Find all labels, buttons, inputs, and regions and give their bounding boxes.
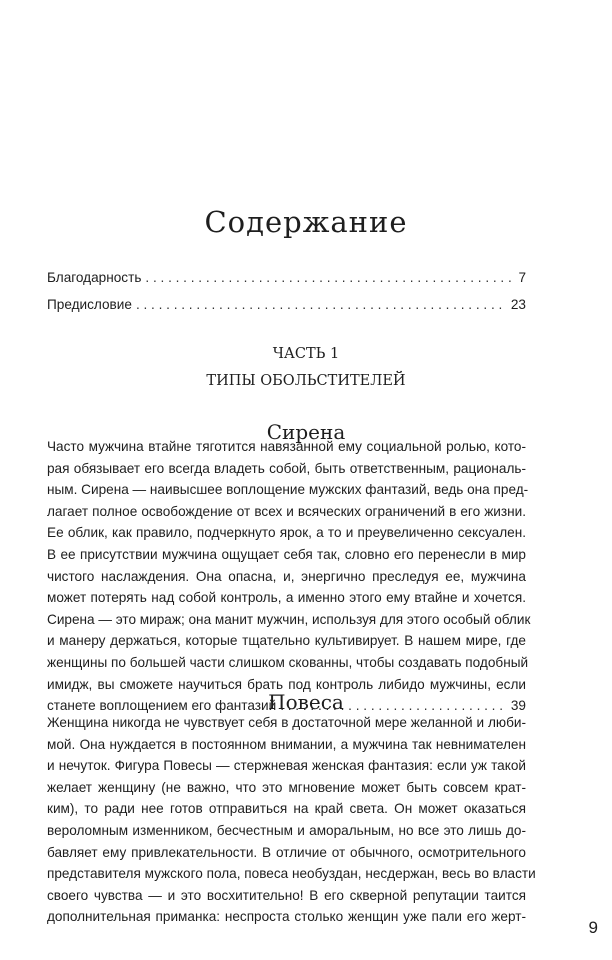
text-line: дополнительная приманка: неспроста столько женщин уже пали его жерт- [47,909,526,925]
text-line: Часто мужчина втайне тяготится навязанной ему социальной ролью, кото- [47,439,526,454]
toc-entry-label: Предисловие [47,297,132,312]
section-rake-text [47,712,536,928]
toc-leader-dots [136,297,507,312]
part-label: ЧАСТЬ 1 [272,346,340,362]
toc-entry-page: 23 [510,297,526,312]
text-line: Женщина никогда не чувствует себя в достаточной мере желанной и люби- [47,715,526,730]
text-line: чистого наслаждения. Она опасна, и, энергично преследуя ее, мужчина [47,568,526,584]
section-title-rake: Повеса [268,690,344,714]
text-line: представителя мужского пола, повеса необуздан, несдержан, весь во власти [47,866,536,882]
text-line: желает женщину (не важно, что это мгновение может быть совсем крат- [47,779,526,795]
text-line: имидж, вы сможете научиться брать под контроль либидо мужчины, если [47,676,526,692]
text-line: ким), то ради нее готов отправиться на край света. Он может оказаться [47,801,526,817]
toc-entry-preface [47,297,526,312]
text-line: и нечуток. Фигура Повесы — стержневая женская фантазия: если уж такой [47,758,526,774]
toc-entry-label: станете воплощением его фантазий [47,698,277,714]
text-line: рая обязывает его всегда владеть собой, быть ответственным, рациональ- [47,460,526,476]
toc-leader-dots [145,270,514,285]
page-title: Содержание [204,205,408,239]
text-line: Сирена — это мираж; она манит мужчин, используя для этого особый облик [47,611,531,627]
toc-entry-page: 39 [510,698,526,714]
toc-entry-acknowledgements [47,270,526,285]
text-line: может потерять над собой контроль, а именно этого ему втайне и хочется. [47,590,526,606]
text-line: бавляет ему привлекательности. В отличие от обычного, осмотрительного [47,844,526,860]
section-title-siren: Сирена [266,420,346,444]
text-line: и манеру держаться, которые тщательно культивирует. В нашем мире, где [47,633,526,649]
text-line: мой. Она нуждается в постоянном внимании, а мужчина так невнимателен [47,736,526,752]
text-line: Ее облик, как правило, подчеркнуто ярок, а то и преувеличенно сексуален. [47,525,526,541]
text-line: лагает полное освобождение от всех и всяческих ограничений в его жизни. [47,503,526,519]
section-siren-text [47,436,531,717]
text-line: женщины по большей части слишком скованны, чтобы создавать подобный [47,654,529,670]
part-title: ТИПЫ ОБОЛЬСТИТЕЛЕЙ [206,373,406,389]
text-line: В ее присутствии мужчина ощущает себя так, словно его перенесли в мир [47,546,526,562]
text-line: своего чувства — и это восхитительно! В его скверной репутации таится [47,887,526,903]
text-line: вероломным изменником, бесчестным и аморальным, но все это лишь до- [47,822,526,838]
page-number: 9 [588,918,598,937]
text-line: ным. Сирена — наивысшее воплощение мужских фантазий, ведь она пред- [47,482,529,498]
toc-entry-label: Благодарность [47,270,142,285]
toc-entry-page: 7 [518,270,526,285]
